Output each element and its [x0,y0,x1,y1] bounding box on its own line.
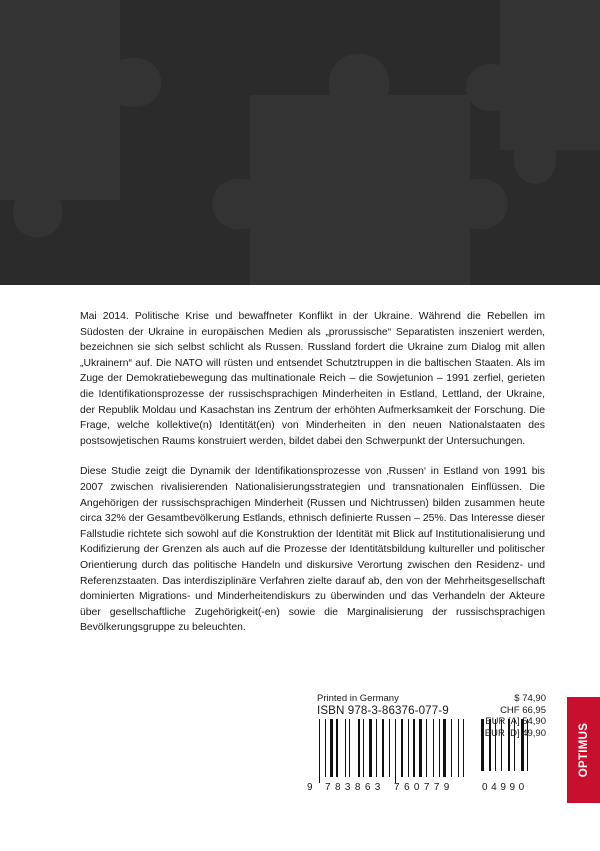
barcode-bar [439,719,440,777]
blurb-paragraph-2: Diese Studie zeigt die Dynamik der Identifikationsprozesse von ‚Russen‘ in Estland von 1991 bis 2007 zwischen rivalisierenden Nationalisierungsstrategien und transnationalen Einflüssen. Die Angehörigen der russischsprachigen Minderheit (Russen und Nichtrussen) bilden zusammen heute circa 32% der Gesamtbevölkerung Estlands, ethnisch definierte Russen – 25%. Das Interesse dieser Fallstudie richtete sich sowohl auf die Konstruktion der Identität mit Blick auf Institutionalisierung und Kodifizierung der Grenzen als auch auf die Prozesse der Identitätsbildung kultureller und politischer Orientierung durch das politische Handeln und diskursive Verortung zwischen den Residenz- und Referenzstaaten. Das interdisziplinäre Verfahren zielte darauf ab, den von der Mehrheitsgesellschaft dominierten Migrations- und Minderheitendiskurs zu überwinden und das Verhandeln der Akteure über gesellschaftliche Zugehörigkeit(-en) sowie die Marginalisierung der russischsprachigen Bevölkerungsgruppe zu beleuchten. [80,466,545,634]
barcode-bar [336,719,338,777]
price-eur-d: EUR [D] 49,90 [484,727,546,739]
blurb-paragraph-1: Mai 2014. Politische Krise und bewaffneter Konflikt in der Ukraine. Während die Rebellen im Südosten der Ukraine in europäischen Medien als „prorussische“ Separatisten inszeniert werden, bezeichnen sie sich selbst schlicht als Russen. Russland fordert die Ukraine zum Dialog mit allen „Ukrainern“ auf. Die NATO will rüsten und entsendet Schutztruppen in die baltischen Staaten. Als im Zuge der Demokratiebewegung das multinationale Reich – die Sowjetunion – 1991 zerfiel, gerieten die Identifikationsprozesse der russischsprachigen Minderheiten in Estland, Lettland, der Ukraine, der Republik Moldau und Kasachstan ins Zentrum der erhöhten Aufmerksamkeit der Forschung. Die Frage, welche kollektive(n) Identität(en) von Minderheiten in den neuen Nationalstaaten des postsowjetischen Raums konstruiert werden, bildet dabei den Schwerpunkt der Untersuchungen. [80,311,545,447]
barcode-bar [401,719,403,777]
barcode-bar [458,719,459,777]
barcode-bar [463,719,464,777]
barcode-bar [349,719,350,777]
puzzle-piece-right [466,0,600,184]
barcode-digits-left: 783863 [325,782,385,793]
price-eur-a: EUR [A] 54,90 [485,716,546,728]
barcode-addon-digits: 04990 [482,782,528,793]
publisher-badge [567,697,600,803]
publisher-name: OPTIMUS [577,722,590,778]
barcode-bar [345,719,346,777]
barcode-bar [433,719,434,777]
barcode-bar [419,719,422,777]
price-usd: $ 74,90 [514,693,546,704]
barcode-digits-right: 760779 [394,782,454,793]
barcode-bar [325,719,326,777]
isbn-label: ISBN 978-3-86376-077-9 [317,704,449,717]
barcode-bar [408,719,409,777]
barcode-bar [319,719,320,783]
price-list [471,693,546,739]
barcode-bar [389,719,390,777]
price-chf: CHF 66,95 [500,704,546,716]
barcode-bar [358,719,360,777]
barcode-bar [413,719,415,777]
blurb-text [80,309,545,651]
puzzle-background-graphic [0,0,600,285]
puzzle-piece-center [213,54,508,285]
barcode-bar [369,719,372,777]
cover-top-panel [0,0,600,285]
printed-in-label: Printed in Germany [317,693,399,704]
barcode-bar [382,719,384,777]
barcode-digit-first: 9 [307,782,313,793]
barcode-bar [330,719,333,777]
barcode-bar [443,719,446,777]
puzzle-piece-left [0,0,161,238]
barcode-bar [451,719,452,777]
barcode-bar [426,719,427,777]
barcode-bar [376,719,377,777]
barcode-bar [363,719,364,777]
barcode-bar [395,719,396,783]
